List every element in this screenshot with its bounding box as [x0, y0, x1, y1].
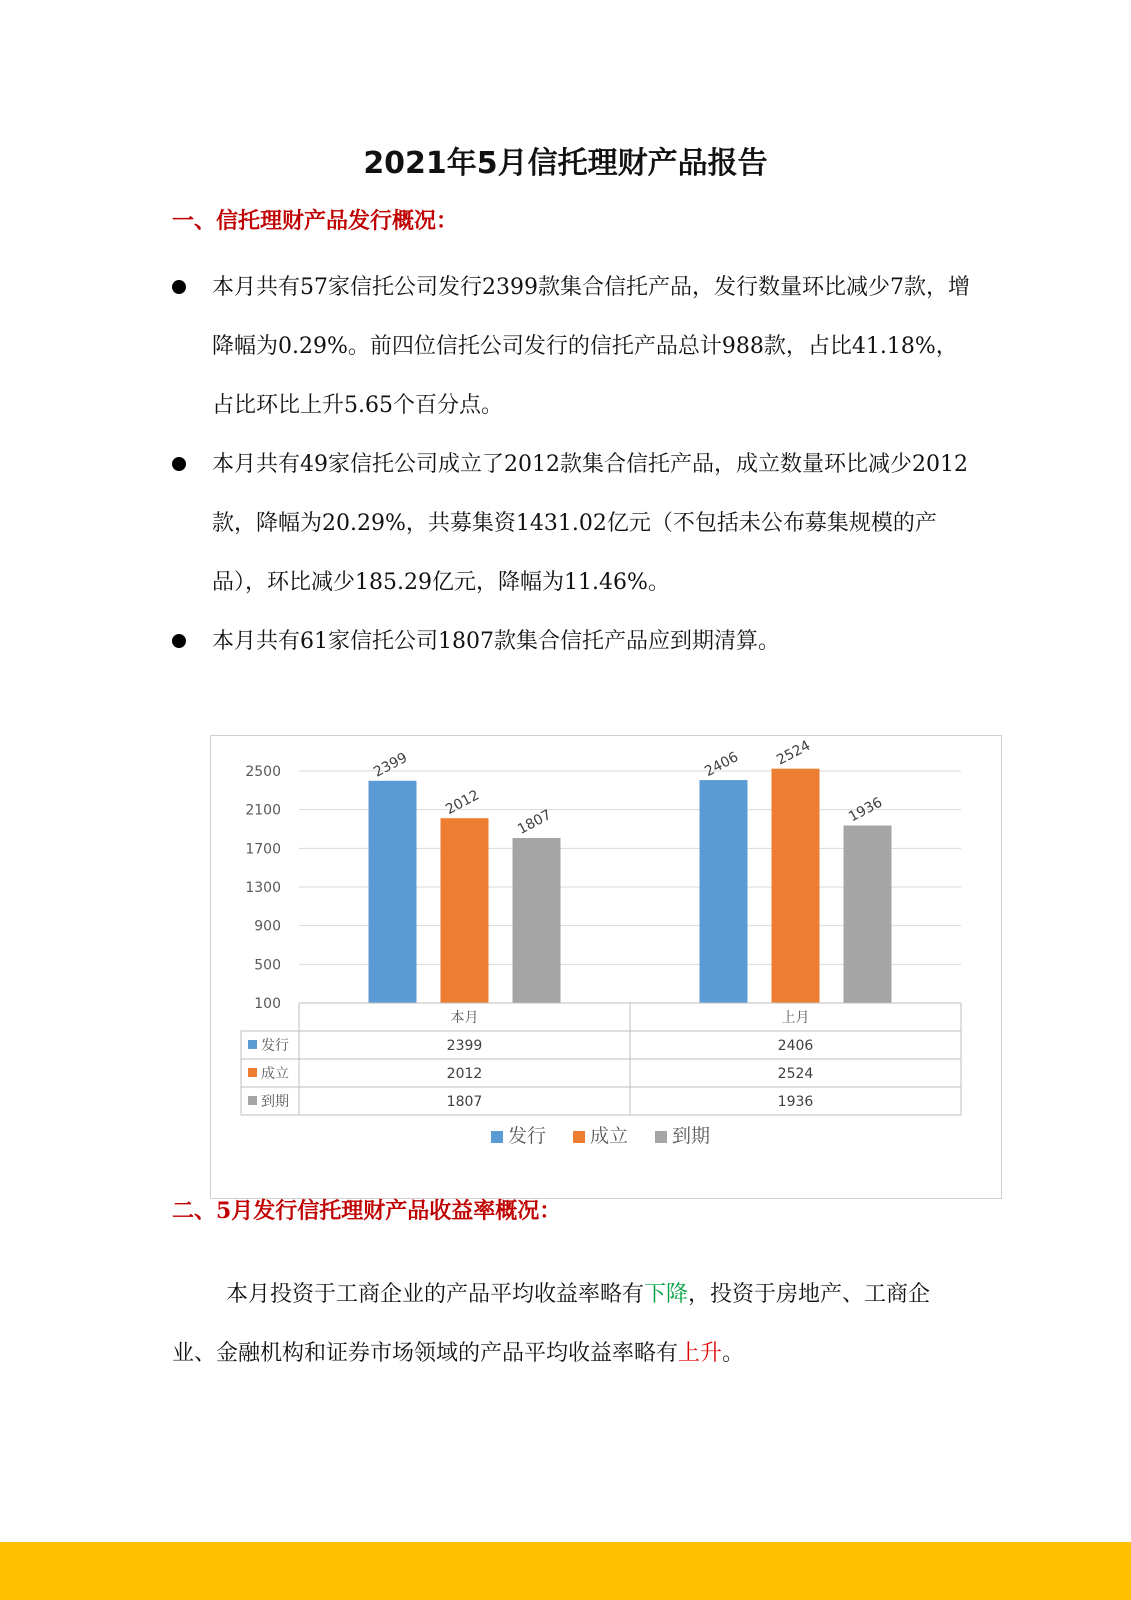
- bar-到期: [844, 826, 892, 1003]
- yield-up-word: 上升: [678, 1341, 723, 1366]
- product-count-chart: [210, 735, 1002, 1199]
- legend-swatch-icon: [491, 1131, 503, 1143]
- bar-到期: [513, 838, 561, 1003]
- legend-entry: 发行: [508, 1125, 547, 1147]
- y-tick-label: 500: [254, 957, 281, 974]
- page-title: 2021年5月信托理财产品报告: [363, 146, 768, 181]
- chart-canvas: [211, 736, 1001, 1198]
- y-tick-label: 100: [254, 996, 281, 1012]
- section-heading-yield: 二、5月发行信托理财产品收益率概况：: [172, 1198, 562, 1224]
- bullet-dot-icon: [172, 280, 186, 294]
- bullet-dot-icon: [172, 457, 186, 471]
- bullet-text: 本月共有57家信托公司发行2399款集合信托产品，发行数量环比减少7款，增降幅为0.29%。前四位信托公司发行的信托产品总计988款，占比41.18%，占比环比上升5.65个百分点。: [212, 275, 970, 418]
- y-tick-label: 2500: [245, 764, 281, 780]
- table-cell-value: 1936: [777, 1094, 814, 1110]
- bar-data-label: 2012: [443, 787, 483, 819]
- table-cell-value: 2012: [446, 1066, 483, 1082]
- bar-data-label: 2524: [774, 737, 814, 769]
- legend-swatch-icon: [573, 1131, 585, 1143]
- footer-bar: [0, 1542, 1131, 1600]
- table-cell-value: 1807: [446, 1094, 483, 1110]
- table-series-key-icon: [248, 1040, 257, 1049]
- legend-swatch-icon: [655, 1131, 667, 1143]
- bullet-dot-icon: [172, 634, 186, 648]
- yield-down-word: 下降: [644, 1282, 689, 1307]
- y-tick-label: 900: [254, 918, 281, 935]
- yield-text-b: ，投资于房地产、工商企业、金融机构和证券市场领域的产品平均收益率略有: [172, 1282, 931, 1366]
- bullet-item-maturing: [172, 612, 972, 671]
- bullet-item-issued: [172, 258, 972, 435]
- bar-成立: [772, 769, 820, 1003]
- bar-发行: [700, 780, 748, 1003]
- bar-data-label: 1936: [846, 794, 886, 826]
- table-series-name: 到期: [261, 1094, 289, 1110]
- bar-成立: [441, 818, 489, 1003]
- bullet-item-established: [172, 435, 972, 612]
- bar-data-label: 2399: [371, 749, 411, 781]
- table-series-name: 发行: [261, 1038, 289, 1054]
- x-category-label: 本月: [450, 1010, 479, 1026]
- table-series-key-icon: [248, 1068, 257, 1077]
- yield-paragraph: [172, 1265, 952, 1383]
- table-series-key-icon: [248, 1096, 257, 1105]
- y-tick-label: 2100: [245, 802, 281, 819]
- legend-entry: 成立: [590, 1125, 629, 1147]
- bar-data-label: 1807: [515, 807, 555, 838]
- table-series-name: 成立: [261, 1066, 289, 1082]
- table-cell-value: 2399: [446, 1038, 483, 1054]
- bar-发行: [369, 781, 417, 1003]
- yield-text-c: 。: [722, 1341, 745, 1366]
- bar-data-label: 2406: [702, 749, 742, 780]
- y-tick-label: 1700: [245, 841, 281, 858]
- x-category-label: 上月: [781, 1010, 810, 1026]
- legend-entry: 到期: [672, 1125, 711, 1147]
- table-cell-value: 2524: [777, 1066, 814, 1082]
- table-cell-value: 2406: [777, 1038, 814, 1054]
- y-tick-label: 1300: [245, 880, 281, 896]
- bullet-text: 本月共有61家信托公司1807款集合信托产品应到期清算。: [212, 629, 780, 654]
- bullet-text: 本月共有49家信托公司成立了2012款集合信托产品，成立数量环比减少2012款，降幅为20.29%，共募集资1431.02亿元（不包括未公布募集规模的产品），环比减少185.29亿元，降幅为11.46%。: [212, 452, 968, 595]
- issuance-bullet-list: [172, 258, 972, 671]
- section-heading-issuance: 一、信托理财产品发行概况：: [172, 208, 459, 234]
- yield-text-a: 本月投资于工商企业的产品平均收益率略有: [226, 1282, 645, 1307]
